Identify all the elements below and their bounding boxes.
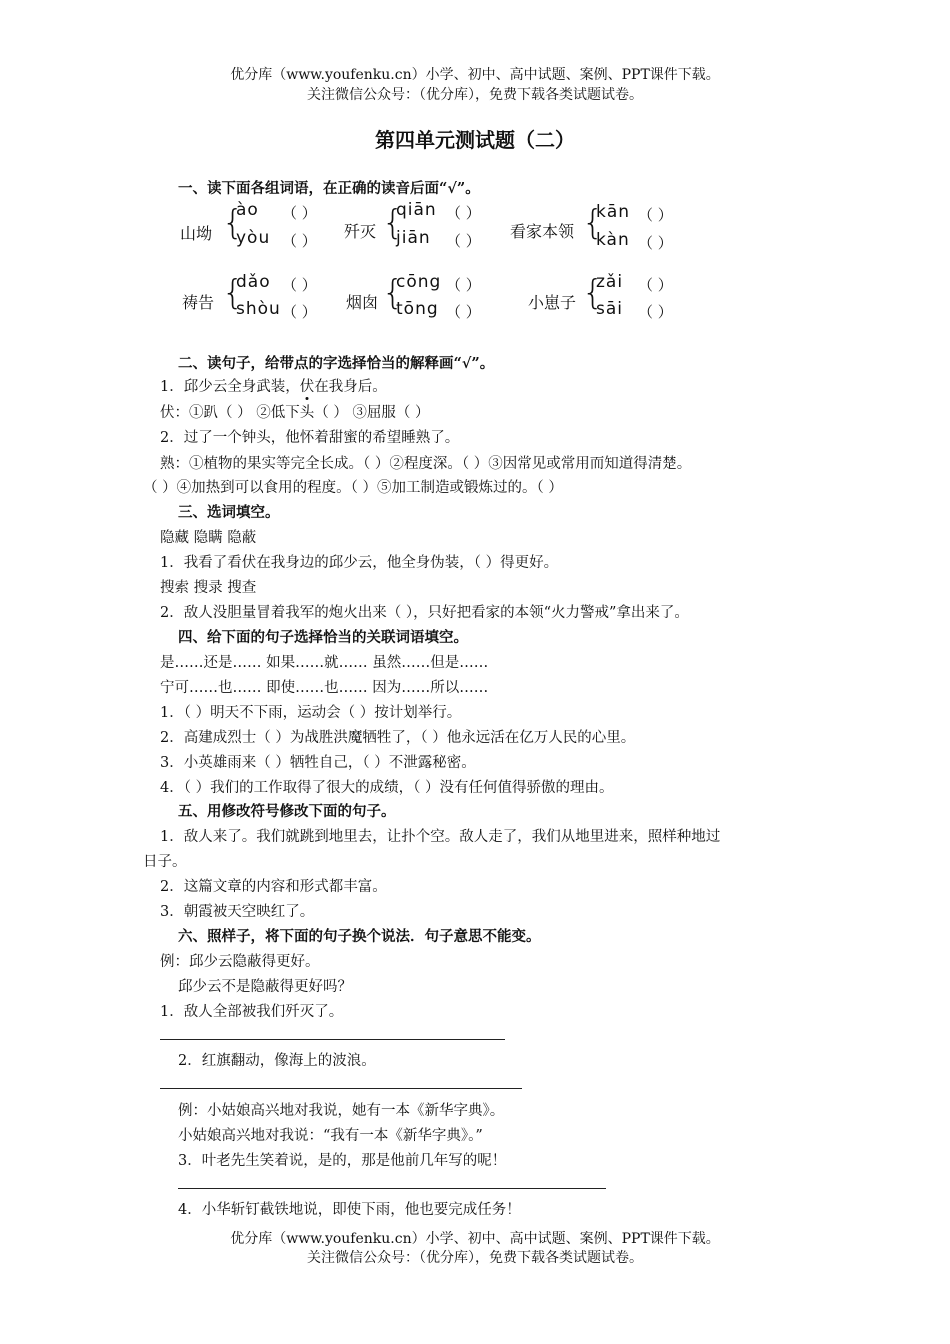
s3-question-2: 2．敌人没胆量冒着我军的炮火出来（ ），只好把看家的本领“火力警戒”拿出来了。	[160, 605, 689, 621]
paren-5b[interactable]: （ ）	[446, 303, 481, 321]
section-1-heading: 一、读下面各组词语，在正确的读音后面“√”。	[178, 180, 480, 197]
pinyin-3b: kàn	[596, 230, 630, 250]
header-line-2: 关注微信公众号：（优分库），免费下载各类试题试卷。	[307, 87, 643, 103]
s3-word-choices-2: 搜索 搜录 搜查	[160, 580, 257, 596]
brace-icon: {	[382, 203, 404, 243]
s6-question-3: 3．叶老先生笑着说，是的，那是他前几年写的呢！	[178, 1153, 507, 1169]
s5-question-2: 2．这篇文章的内容和形式都丰富。	[160, 879, 387, 895]
footer-line-2: 关注微信公众号：（优分库），免费下载各类试题试卷。	[307, 1250, 643, 1266]
section-5-heading: 五、用修改符号修改下面的句子。	[178, 803, 396, 820]
s2-question-2-options-b: （ ）④加热到可以食用的程度。（ ）⑤加工制造或锻炼过的。（ ）	[143, 480, 563, 496]
section-3-heading: 三、选词填空。	[178, 504, 280, 521]
paren-1a[interactable]: （ ）	[282, 204, 317, 222]
s4-question-3: 3．小英雄雨来（ ）牺牲自己，（ ）不泄露秘密。	[160, 755, 476, 771]
pinyin-2b: jiān	[396, 228, 431, 248]
word-1: 山坳	[180, 224, 213, 243]
s6-question-4: 4．小华斩钉截铁地说，即使下雨，他也要完成任务！	[178, 1202, 521, 1218]
s6-question-2: 2．红旗翻动，像海上的波浪。	[178, 1053, 376, 1069]
word-2: 歼灭	[344, 222, 377, 241]
s6-example-2a: 例：小姑娘高兴地对我说，她有一本《新华字典》。	[178, 1103, 505, 1119]
paren-5a[interactable]: （ ）	[446, 276, 481, 294]
brace-icon: {	[222, 203, 244, 243]
paren-1b[interactable]: （ ）	[282, 232, 317, 250]
section-4-heading: 四、给下面的句子选择恰当的关联词语填空。	[178, 629, 468, 646]
s6-question-1: 1．敌人全部被我们歼灭了。	[160, 1004, 344, 1020]
pinyin-1a: ào	[236, 200, 259, 220]
word-4: 祷告	[182, 293, 215, 312]
pinyin-5a: cōng	[396, 272, 442, 292]
s6-example-1a: 例：邱少云隐蔽得更好。	[160, 954, 320, 970]
s4-question-2: 2．高建成烈士（ ）为战胜洪魔牺牲了，（ ）他永远活在亿万人民的心里。	[160, 730, 636, 746]
word-3: 看家本领	[510, 222, 575, 241]
s6-example-1b: 邱少云不是隐蔽得更好吗？	[178, 979, 352, 995]
s4-choices-row-1: 是……还是…… 如果……就…… 虽然……但是……	[160, 655, 489, 671]
pinyin-6b: sāi	[596, 299, 623, 319]
answer-line[interactable]	[160, 1088, 522, 1089]
paren-6b[interactable]: （ ）	[638, 303, 673, 321]
word-5: 烟囱	[346, 293, 379, 312]
page-title: 第四单元测试题（二）	[375, 128, 575, 152]
pinyin-6a: zǎi	[596, 272, 624, 292]
s5-question-1b: 日子。	[143, 854, 187, 870]
s3-question-1: 1．我看了看伏在我身边的邱少云，他全身伪装，（ ）得更好。	[160, 555, 559, 571]
dotted-char: 伏	[299, 379, 315, 395]
paren-3b[interactable]: （ ）	[638, 234, 673, 252]
paren-2a[interactable]: （ ）	[446, 204, 481, 222]
s2-question-1: 1．邱少云全身武装，伏在我身后。	[160, 379, 387, 395]
word-6: 小崽子	[528, 293, 577, 312]
pinyin-4b: shòu	[236, 299, 281, 319]
s2-question-1-options: 伏：①趴（ ） ②低下头（ ） ③屈服（ ）	[160, 405, 430, 421]
brace-icon: {	[222, 273, 244, 313]
pinyin-1b: yòu	[236, 228, 271, 248]
pinyin-4a: dǎo	[236, 272, 271, 292]
s6-example-2b: 小姑娘高兴地对我说：“我有一本《新华字典》。”	[178, 1128, 483, 1144]
pinyin-3a: kān	[596, 202, 631, 222]
s5-question-3: 3．朝霞被天空映红了。	[160, 904, 315, 920]
paren-2b[interactable]: （ ）	[446, 232, 481, 250]
s3-word-choices-1: 隐藏 隐瞒 隐蔽	[160, 530, 257, 546]
s4-choices-row-2: 宁可……也…… 即使……也…… 因为……所以……	[160, 680, 489, 696]
answer-line[interactable]	[160, 1039, 505, 1040]
s2-question-2-options-a: 熟：①植物的果实等完全长成。（ ）②程度深。（ ）③因常见或常用而知道得清楚。	[160, 456, 692, 472]
section-2-heading: 二、读句子，给带点的字选择恰当的解释画“√”。	[178, 355, 495, 372]
pinyin-2a: qiān	[396, 200, 437, 220]
paren-3a[interactable]: （ ）	[638, 206, 673, 224]
brace-icon: {	[582, 273, 604, 313]
s5-question-1a: 1．敌人来了。我们就跳到地里去，让扑个空。敌人走了，我们从地里进来，照样种地过	[160, 829, 721, 845]
s2-question-2: 2．过了一个钟头，他怀着甜蜜的希望睡熟了。	[160, 430, 460, 446]
paren-4a[interactable]: （ ）	[282, 276, 317, 294]
footer-line-1: 优分库（www.youfenku.cn）小学、初中、高中试题、案例、PPT课件下载。	[230, 1231, 720, 1247]
brace-icon: {	[382, 273, 404, 313]
answer-line[interactable]	[178, 1188, 606, 1189]
header-line-1: 优分库（www.youfenku.cn）小学、初中、高中试题、案例、PPT课件下载。	[230, 67, 720, 83]
s4-question-1: 1．（ ）明天不下雨，运动会（ ）按计划举行。	[160, 705, 462, 721]
s4-question-4: 4．（ ）我们的工作取得了很大的成绩，（ ）没有任何值得骄傲的理由。	[160, 780, 614, 796]
paren-4b[interactable]: （ ）	[282, 303, 317, 321]
section-6-heading: 六、照样子，将下面的句子换个说法．句子意思不能变。	[178, 928, 541, 945]
brace-icon: {	[582, 203, 604, 243]
pinyin-5b: tōng	[396, 299, 439, 319]
paren-6a[interactable]: （ ）	[638, 276, 673, 294]
